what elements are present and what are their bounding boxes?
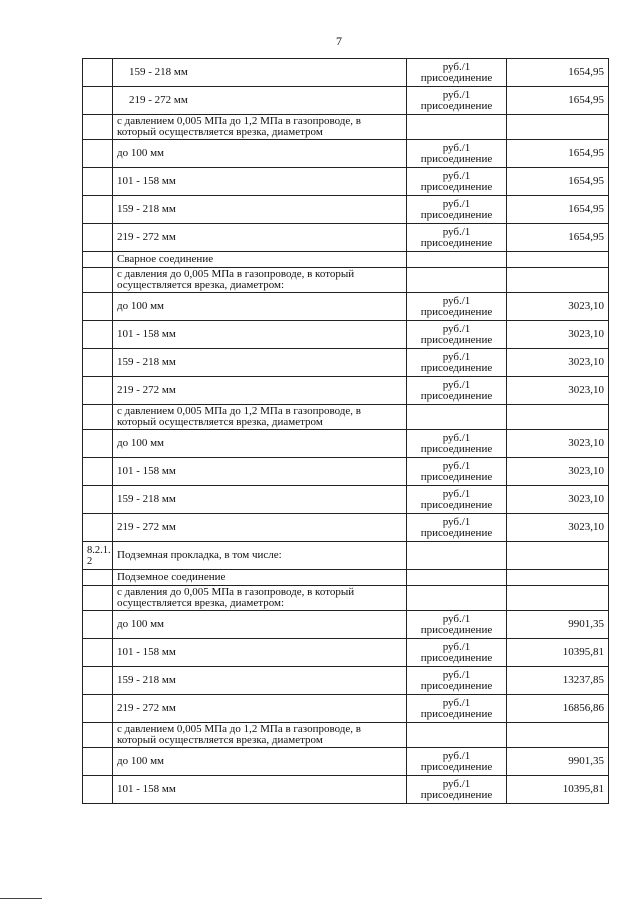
row-number-cell [83,748,113,776]
table-row [83,514,609,542]
unit-cell [407,405,507,430]
unit-cell: руб./1 присоединение [407,321,507,349]
item-name-cell: с давления до 0,005 МПа в газопроводе, в который осуществляется врезка, диаметром: [113,586,407,611]
table-row [83,639,609,667]
item-name-cell: 219 - 272 мм [113,87,407,115]
table-row [83,667,609,695]
item-name-cell: до 100 мм [113,293,407,321]
item-name-cell: Подземная прокладка, в том числе: [113,542,407,570]
row-number-cell [83,570,113,586]
row-number-cell [83,458,113,486]
row-number-cell [83,59,113,87]
item-name-cell: Подземное соединение [113,570,407,586]
price-cell: 9901,35 [507,611,609,639]
item-name-cell: до 100 мм [113,611,407,639]
unit-cell: руб./1 присоединение [407,59,507,87]
item-name-cell: 219 - 272 мм [113,224,407,252]
item-name-cell: 101 - 158 мм [113,776,407,804]
price-cell [507,252,609,268]
row-number-cell [83,405,113,430]
row-number-cell [83,168,113,196]
row-number-cell [83,115,113,140]
table-row [83,349,609,377]
table-row [83,776,609,804]
item-name-cell: 101 - 158 мм [113,321,407,349]
unit-cell: руб./1 присоединение [407,87,507,115]
price-cell [507,115,609,140]
row-number-cell: 8.2.1. 2 [83,542,113,570]
unit-cell: руб./1 присоединение [407,168,507,196]
item-name-cell: с давлением 0,005 МПа до 1,2 МПа в газопроводе, в который осуществляется врезка, диаметром [113,405,407,430]
price-cell [507,586,609,611]
row-number-cell [83,639,113,667]
table-row [83,486,609,514]
price-cell: 1654,95 [507,59,609,87]
row-number-cell [83,87,113,115]
item-name-cell: 159 - 218 мм [113,667,407,695]
unit-cell: руб./1 присоединение [407,639,507,667]
row-number-cell [83,224,113,252]
unit-cell: руб./1 присоединение [407,695,507,723]
table-row [83,140,609,168]
row-number-cell [83,776,113,804]
table-row [83,542,609,570]
row-number-cell [83,349,113,377]
item-name-cell: с давлением 0,005 МПа до 1,2 МПа в газопроводе, в который осуществляется врезка, диаметром [113,115,407,140]
price-cell [507,723,609,748]
table-row [83,115,609,140]
row-number-cell [83,695,113,723]
unit-cell: руб./1 присоединение [407,224,507,252]
price-cell: 3023,10 [507,349,609,377]
item-name-cell: 159 - 218 мм [113,349,407,377]
price-cell [507,542,609,570]
item-name-cell: 101 - 158 мм [113,168,407,196]
price-cell: 3023,10 [507,486,609,514]
table-row [83,377,609,405]
page-number: 7 [336,34,342,48]
unit-cell: руб./1 присоединение [407,293,507,321]
price-cell: 1654,95 [507,224,609,252]
price-cell: 3023,10 [507,321,609,349]
price-cell: 1654,95 [507,140,609,168]
unit-cell: руб./1 присоединение [407,514,507,542]
table-row [83,695,609,723]
table-row [83,268,609,293]
row-number-cell [83,293,113,321]
row-number-cell [83,196,113,224]
unit-cell: руб./1 присоединение [407,430,507,458]
item-name-cell: до 100 мм [113,430,407,458]
table-row [83,252,609,268]
item-name-cell: 159 - 218 мм [113,59,407,87]
table-row [83,293,609,321]
price-cell: 9901,35 [507,748,609,776]
item-name-cell: 219 - 272 мм [113,695,407,723]
row-number-cell [83,667,113,695]
item-name-cell: 219 - 272 мм [113,377,407,405]
unit-cell [407,586,507,611]
tariff-table [82,58,609,804]
unit-cell: руб./1 присоединение [407,611,507,639]
table-row [83,458,609,486]
item-name-cell: с давлением 0,005 МПа до 1,2 МПа в газопроводе, в который осуществляется врезка, диаметром [113,723,407,748]
unit-cell [407,268,507,293]
unit-cell: руб./1 присоединение [407,667,507,695]
price-cell: 1654,95 [507,168,609,196]
row-number-cell [83,140,113,168]
table-row [83,405,609,430]
unit-cell: руб./1 присоединение [407,748,507,776]
row-number-cell [83,586,113,611]
table-row [83,586,609,611]
table-row [83,168,609,196]
unit-cell: руб./1 присоединение [407,458,507,486]
price-cell: 1654,95 [507,196,609,224]
price-cell: 10395,81 [507,776,609,804]
item-name-cell: 219 - 272 мм [113,514,407,542]
price-cell: 1654,95 [507,87,609,115]
row-number-cell [83,377,113,405]
row-number-cell [83,723,113,748]
unit-cell: руб./1 присоединение [407,776,507,804]
table-row [83,59,609,87]
table-row [83,430,609,458]
table-row [83,87,609,115]
item-name-cell: до 100 мм [113,140,407,168]
unit-cell [407,542,507,570]
price-cell: 13237,85 [507,667,609,695]
table-row [83,196,609,224]
footer-rule [0,898,42,899]
price-cell [507,268,609,293]
unit-cell [407,723,507,748]
row-number-cell [83,321,113,349]
table-row [83,611,609,639]
unit-cell: руб./1 присоединение [407,140,507,168]
price-cell: 3023,10 [507,514,609,542]
table-row [83,748,609,776]
price-cell: 3023,10 [507,293,609,321]
table-row [83,321,609,349]
price-cell: 16856,86 [507,695,609,723]
table-row [83,570,609,586]
table-row [83,224,609,252]
row-number-cell [83,514,113,542]
price-cell: 3023,10 [507,458,609,486]
row-number-cell [83,611,113,639]
unit-cell [407,115,507,140]
row-number-cell [83,486,113,514]
unit-cell [407,252,507,268]
price-cell: 3023,10 [507,430,609,458]
item-name-cell: с давления до 0,005 МПа в газопроводе, в который осуществляется врезка, диаметром: [113,268,407,293]
item-name-cell: Сварное соединение [113,252,407,268]
price-cell [507,570,609,586]
unit-cell: руб./1 присоединение [407,486,507,514]
item-name-cell: 159 - 218 мм [113,486,407,514]
item-name-cell: 101 - 158 мм [113,458,407,486]
unit-cell: руб./1 присоединение [407,349,507,377]
unit-cell: руб./1 присоединение [407,377,507,405]
row-number-cell [83,268,113,293]
unit-cell [407,570,507,586]
item-name-cell: 159 - 218 мм [113,196,407,224]
row-number-cell [83,430,113,458]
price-cell: 3023,10 [507,377,609,405]
unit-cell: руб./1 присоединение [407,196,507,224]
price-cell: 10395,81 [507,639,609,667]
item-name-cell: 101 - 158 мм [113,639,407,667]
price-cell [507,405,609,430]
row-number-cell [83,252,113,268]
table-row [83,723,609,748]
tariff-table-body [83,59,609,804]
item-name-cell: до 100 мм [113,748,407,776]
